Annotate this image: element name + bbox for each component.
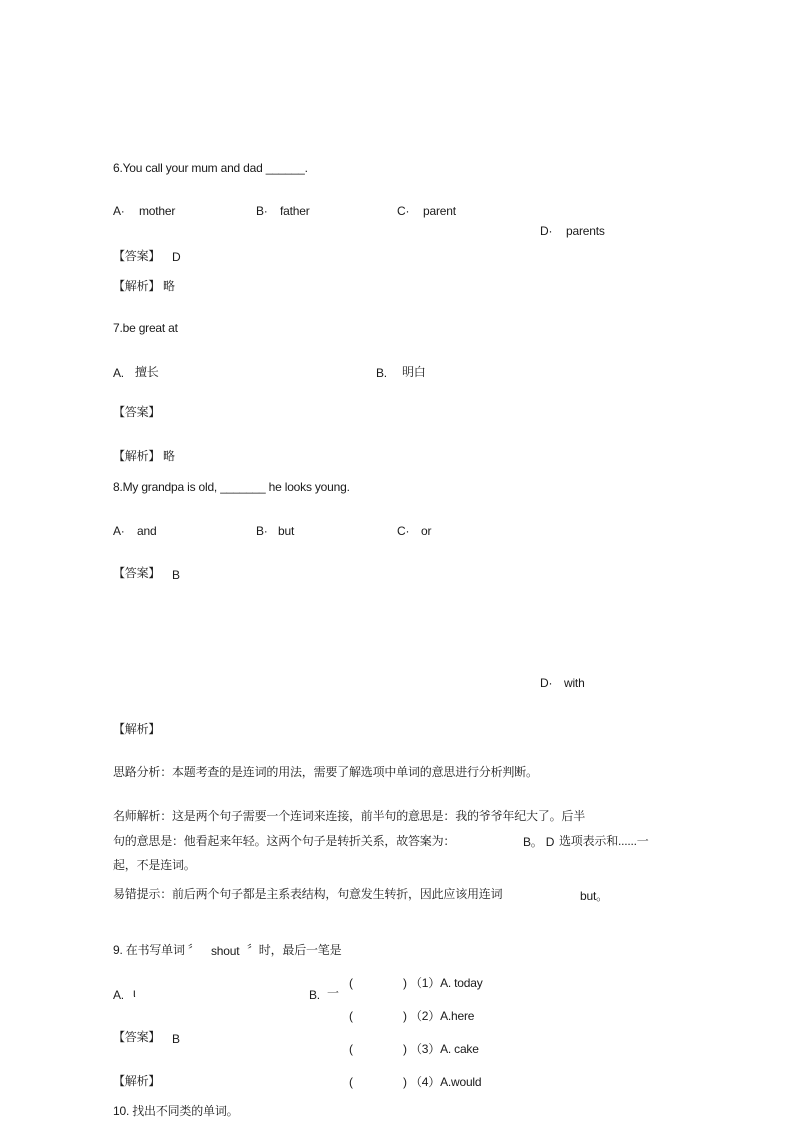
q8-question: 8.My grandpa is old, _______ he looks young.	[113, 480, 350, 494]
q6-answer: D	[172, 250, 181, 264]
q6-option-d-label: D·	[540, 224, 553, 238]
side-item-open-paren: (	[349, 976, 353, 990]
q9-option-b-label: B.	[309, 988, 320, 1002]
q8-analysis-label: 【解析】	[113, 722, 161, 736]
q9-answer: B	[172, 1032, 180, 1046]
q6-question: 6.You call your mum and dad ______.	[113, 161, 308, 175]
q6-answer-label: 【答案】	[113, 249, 161, 263]
q8-option-d-label: D·	[540, 676, 553, 690]
q8-option-d: with	[564, 676, 585, 690]
side-item-close-paren: )	[403, 976, 407, 990]
side-item-open-paren: (	[349, 1009, 353, 1023]
q10-question: 10. 找出不同类的单词。	[113, 1104, 239, 1118]
q6-option-b-label: B·	[256, 204, 268, 218]
side-item-text: （1）A. today	[410, 976, 483, 990]
q8-option-c-label: C·	[397, 524, 410, 538]
q9-analysis-label: 【解析】	[113, 1074, 161, 1088]
q6-option-a-label: A·	[113, 204, 125, 218]
side-item-text: （3）A. cake	[410, 1042, 479, 1056]
q8-idea: 思路分析：本题考查的是连词的用法，需要了解选项中单词的意思进行分析判断。	[113, 765, 538, 779]
side-item-text: （2）A.here	[410, 1009, 475, 1023]
q9-option-a-label: A.	[113, 988, 124, 1002]
q6-option-d: parents	[566, 224, 605, 238]
q8-option-a-label: A·	[113, 524, 125, 538]
q8-teacher-line2b: B。 D	[523, 835, 555, 849]
q7-question: 7.be great at	[113, 321, 178, 335]
q8-tip-b: but。	[580, 889, 608, 903]
q6-option-c-label: C·	[397, 204, 410, 218]
q9-question-word: shout	[211, 944, 240, 958]
q7-option-a-label: A.	[113, 366, 124, 380]
q7-option-a: 擅长	[135, 365, 159, 379]
q8-option-b-label: B·	[256, 524, 268, 538]
q6-option-b: father	[280, 204, 310, 218]
q6-option-a: mother	[139, 204, 176, 218]
q8-tip-a: 易错提示：前后两个句子都是主系表结构，句意发生转折，因此应该用连词	[113, 887, 503, 901]
q8-answer-label: 【答案】	[113, 566, 161, 580]
q8-teacher-line2a: 句的意思是：他看起来年轻。这两个句子是转折关系，故答案为：	[113, 834, 456, 848]
q6-analysis: 略	[163, 279, 175, 293]
q8-option-c: or	[421, 524, 432, 538]
q7-option-b-label: B.	[376, 366, 387, 380]
q8-option-a: and	[137, 524, 157, 538]
q7-analysis-label: 【解析】	[113, 449, 161, 463]
q8-option-b: but	[278, 524, 295, 538]
q7-option-b: 明白	[402, 365, 426, 379]
q8-teacher-line3: 起，不是连词。	[113, 858, 196, 872]
side-item-close-paren: )	[403, 1009, 407, 1023]
q7-answer-label: 【答案】	[113, 405, 161, 419]
q6-option-c: parent	[423, 204, 456, 218]
q6-analysis-label: 【解析】	[113, 279, 161, 293]
side-item-open-paren: (	[349, 1042, 353, 1056]
q8-teacher-line1: 名师解析：这是两个句子需要一个连词来连接，前半句的意思是：我的爷爷年纪大了。后半	[113, 809, 586, 823]
side-item-close-paren: )	[403, 1075, 407, 1089]
q9-answer-label: 【答案】	[113, 1030, 161, 1044]
side-item-close-paren: )	[403, 1042, 407, 1056]
side-item-open-paren: (	[349, 1075, 353, 1089]
q9-option-a: ι	[133, 986, 136, 1000]
q8-teacher-line2c: 选项表示和......一	[559, 834, 649, 848]
q9-question-suffix: 〞时，最后一笔是	[247, 943, 342, 957]
q7-analysis: 略	[163, 449, 175, 463]
q8-answer: B	[172, 568, 180, 582]
q9-option-b: 一	[327, 986, 339, 1000]
side-item-text: （4）A.would	[410, 1075, 482, 1089]
q9-question-prefix: 9. 在书写单词 〞	[113, 943, 200, 957]
